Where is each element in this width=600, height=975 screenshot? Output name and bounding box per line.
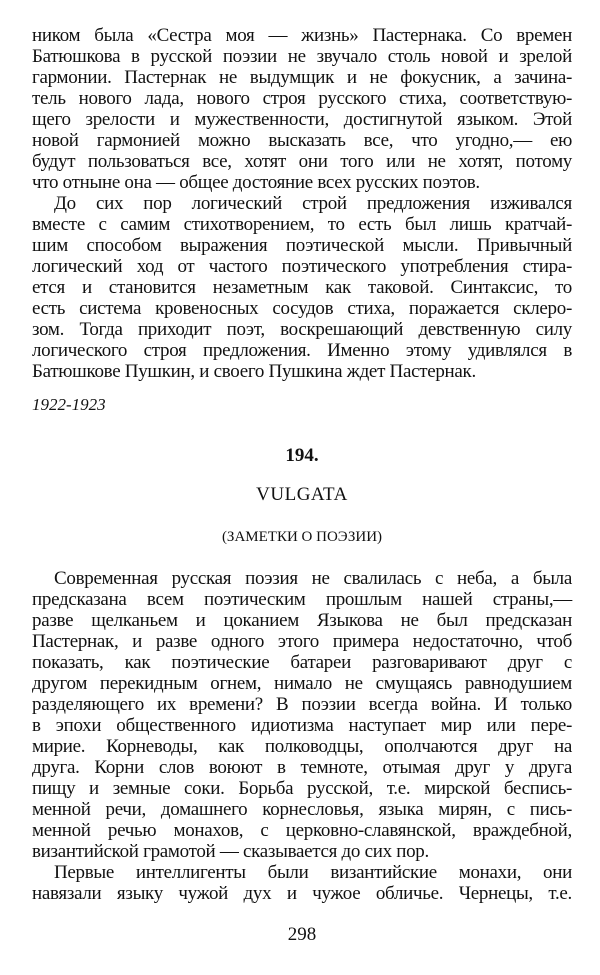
text-line: что отныне она — общее достояние всех русских поэтов. [32, 172, 480, 193]
text-line: в эпохи общественного идиотизма наступает мир или пере- [32, 715, 572, 736]
text-line: шим способом выражения поэтической мысли. Привычный [32, 235, 572, 256]
text-line: менной речи, домашнего корнесловья, языка мирян, с пись- [32, 799, 572, 820]
text-line: Пастернак, и разве одного этого примера недостаточно, чтоб [32, 631, 572, 652]
text-line: показать, как поэтические батареи разговаривают друг с [32, 652, 572, 673]
text-line: пищу и земные соки. Борьба русской, т.е. мирской беспись- [32, 778, 572, 799]
paragraph-3 [32, 568, 572, 862]
section-number: 194. [285, 445, 319, 466]
text-line: есть система кровеносных сосудов стиха, поражается склеро- [32, 298, 572, 319]
text-line: менной речью монахов, с церковно-славянской, враждебной, [32, 820, 572, 841]
text-line: ником была «Сестра моя — жизнь» Пастернака. Со времен [32, 25, 572, 46]
section-subtitle: (ЗАМЕТКИ О ПОЭЗИИ) [221, 529, 383, 545]
text-line: Первые интеллигенты были византийские монахи, они [54, 862, 572, 883]
text-line: зом. Тогда приходит поэт, воскрешающий девственную силу [32, 319, 572, 340]
page-number: 298 [287, 924, 317, 945]
text-line: До сих пор логический строй предложения изживался [54, 193, 572, 214]
text-line: разве щелканьем и цоканием Языкова не был предсказан [32, 610, 572, 631]
text-line: предсказана всем поэтическим прошлым нашей страны,— [32, 589, 572, 610]
text-line: тель нового лада, нового строя русского стиха, соответствую- [32, 88, 572, 109]
text-line: ется и становится незаметным как таковой. Синтаксис, то [32, 277, 572, 298]
text-line: Современная русская поэзия не свалилась с неба, а была [54, 568, 572, 589]
text-line: новой гармонией можно высказать все, что угодно,— ею [32, 130, 572, 151]
text-line: Батюшкове Пушкин, и своего Пушкина ждет Пастернак. [32, 361, 476, 382]
paragraph-2 [32, 193, 572, 382]
text-line: Батюшкова в русской поэзии не звучало столь новой и зрелой [32, 46, 572, 67]
text-line: навязали языку чужой дух и чужое обличье. Чернецы, т.е. [32, 883, 572, 904]
paragraph-1 [32, 25, 572, 193]
text-line: другом перекидным огнем, нимало не смущаясь равнодушием [32, 673, 572, 694]
text-line: византийской грамотой — сказывается до сих пор. [32, 841, 429, 862]
text-line: логического строя предложения. Именно этому удивлялся в [32, 340, 572, 361]
text-line: вместе с самим стихотворением, то есть был лишь кратчай- [32, 214, 572, 235]
text-line: логический ход от частого поэтического употребления стира- [32, 256, 572, 277]
paragraph-4 [32, 862, 572, 904]
text-line: мирие. Корневоды, как полководцы, ополчаются друг на [32, 736, 572, 757]
date-line: 1922-1923 [32, 395, 106, 414]
section-title: VULGATA [256, 484, 348, 505]
text-line: будут пользоваться все, хотят они того или не хотят, потому [32, 151, 572, 172]
text-line: гармонии. Пастернак не выдумщик и не фокусник, а зачина- [32, 67, 572, 88]
text-line: друга. Корни слов воюют в темноте, отымая друг у друга [32, 757, 572, 778]
text-line: щего зрелости и мужественности, достигнутой языком. Этой [32, 109, 572, 130]
text-line: разделяющего их времени? В поэзии всегда война. И только [32, 694, 572, 715]
